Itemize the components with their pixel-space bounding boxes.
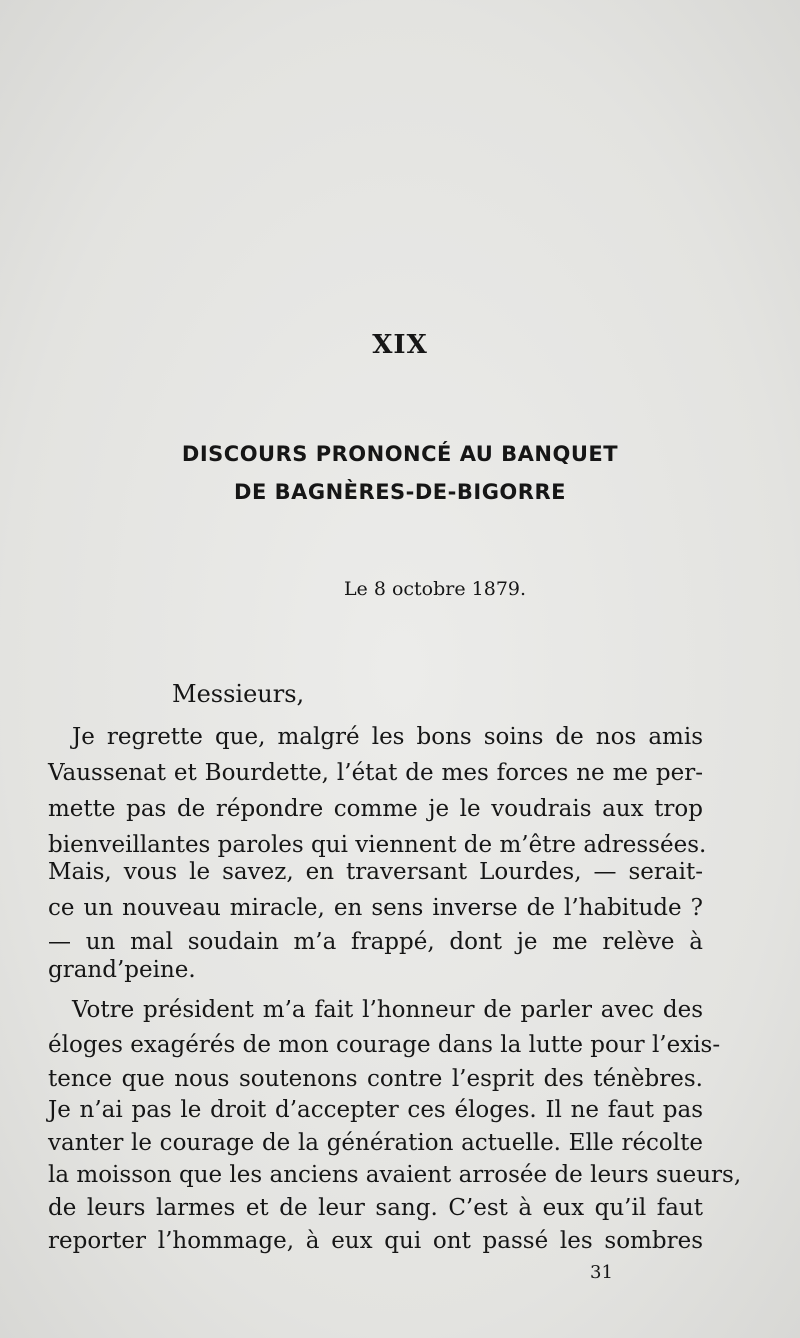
body-line: mette pas de répondre comme je le voudrais aux trop xyxy=(48,796,703,822)
speech-date: Le 8 octobre 1879. xyxy=(343,578,527,600)
body-line: vanter le courage de la génération actuelle. Elle récolte xyxy=(48,1130,703,1156)
body-line: de leurs larmes et de leur sang. C’est à eux qu’il faut xyxy=(48,1195,703,1221)
body-line: grand’peine. xyxy=(48,957,196,983)
body-line: Je regrette que, malgré les bons soins de nos amis xyxy=(72,724,703,750)
body-line: reporter l’hommage, à eux qui ont passé les sombres xyxy=(48,1228,703,1254)
body-line: — un mal soudain m’a frappé, dont je me relève à xyxy=(48,929,703,955)
page-number: 31 xyxy=(590,1262,613,1283)
body-line: éloges exagérés de mon courage dans la lutte pour l’exis- xyxy=(48,1032,721,1058)
body-line: Vaussenat et Bourdette, l’état de mes forces ne me per- xyxy=(48,760,703,786)
body-line: Votre président m’a fait l’honneur de parler avec des xyxy=(72,997,703,1023)
salutation: Messieurs, xyxy=(172,680,305,708)
body-line: la moisson que les anciens avaient arrosée de leurs sueurs, xyxy=(48,1162,742,1188)
chapter-title-line-1: DISCOURS PRONONCÉ AU BANQUET xyxy=(181,442,619,466)
body-line: ce un nouveau miracle, en sens inverse de l’habitude ? xyxy=(48,895,703,921)
chapter-title-line-2: DE BAGNÈRES-DE-BIGORRE xyxy=(234,480,566,504)
body-line: Mais, vous le savez, en traversant Lourdes, — serait- xyxy=(48,859,703,885)
body-line: Je n’ai pas le droit d’accepter ces éloges. Il ne faut pas xyxy=(48,1097,703,1123)
chapter-number: XIX xyxy=(372,330,428,360)
body-line: bienveillantes paroles qui viennent de m’être adressées. xyxy=(48,832,707,858)
body-line: tence que nous soutenons contre l’esprit des ténèbres. xyxy=(48,1066,703,1092)
